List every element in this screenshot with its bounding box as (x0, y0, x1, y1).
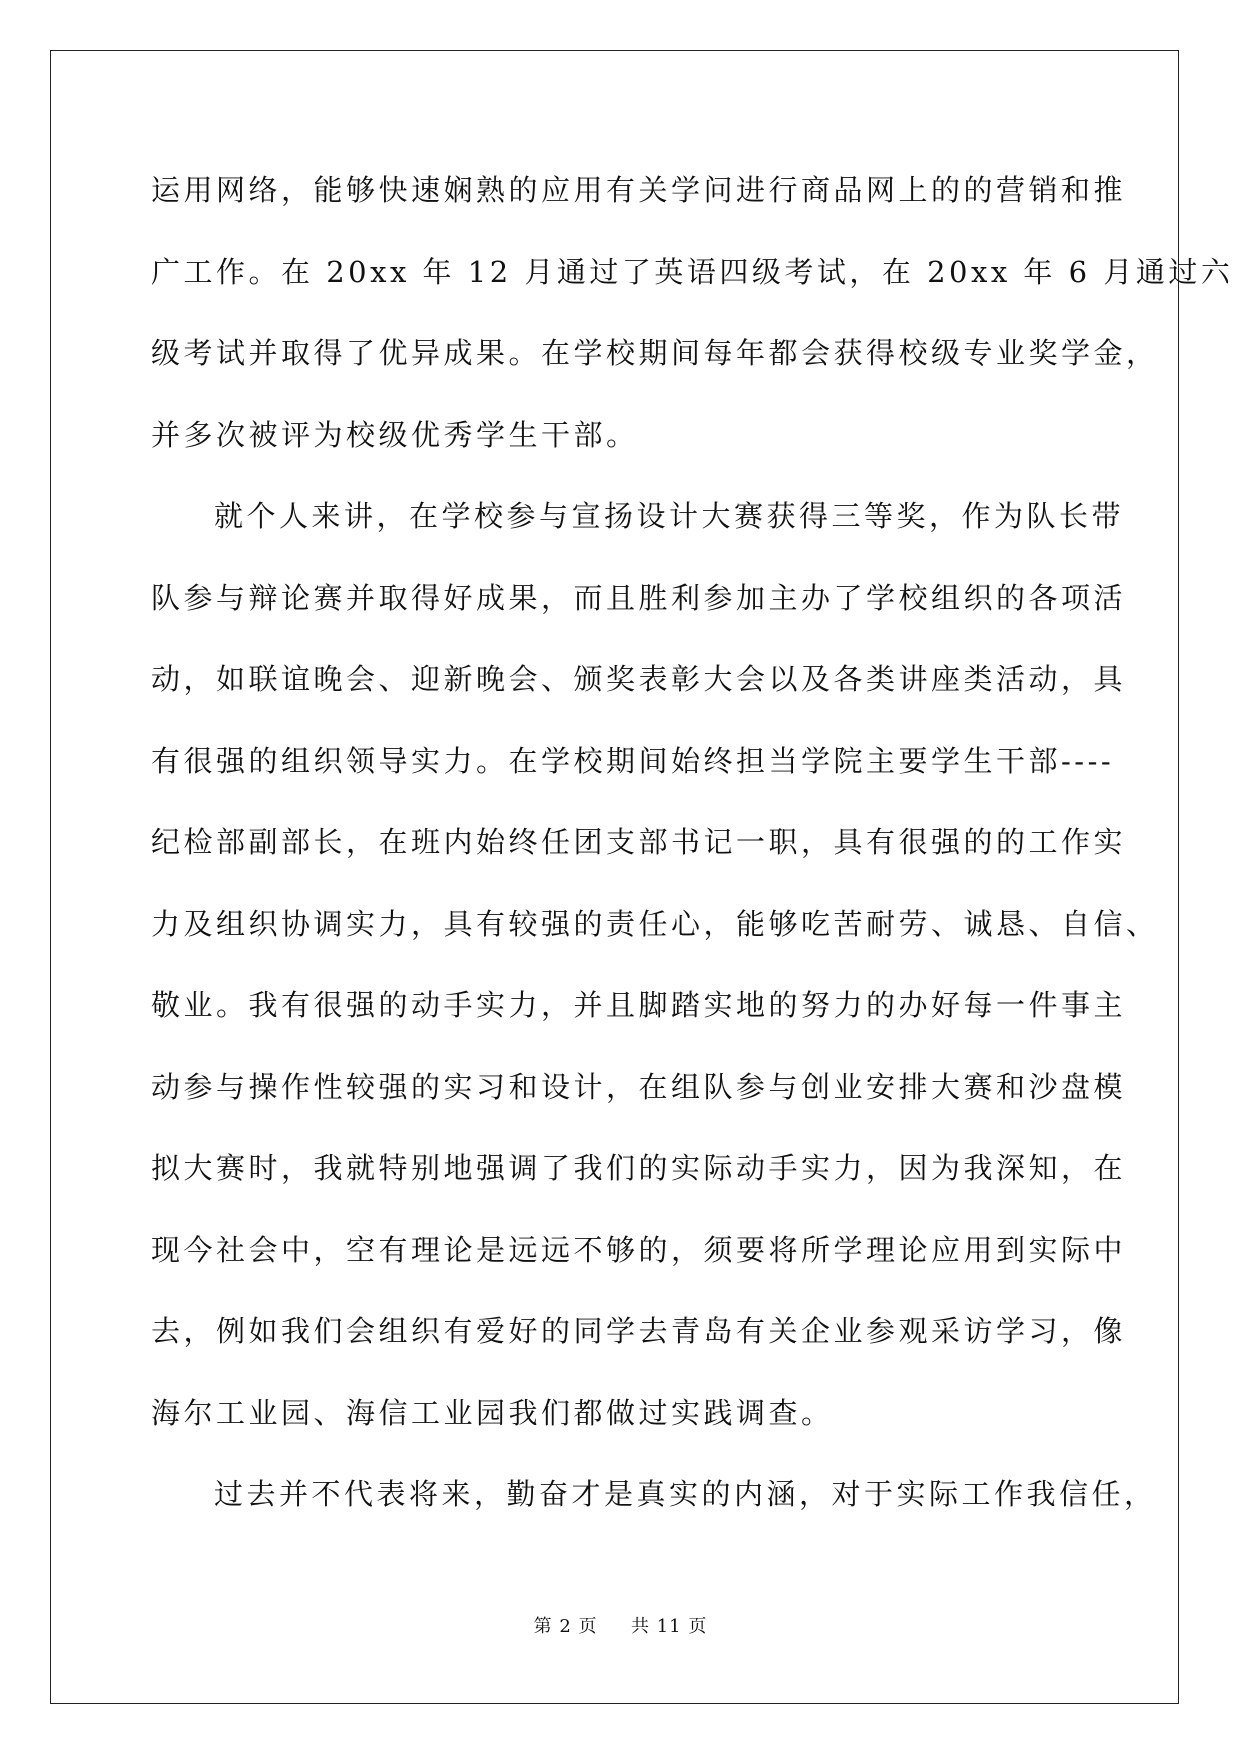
paragraph-start-line: 就个人来讲，在学校参与宣扬设计大赛获得三等奖，作为队长带 (214, 499, 1125, 533)
text-line: 敬业。我有很强的动手实力，并且脚踏实地的努力的办好每一件事主 (151, 988, 1127, 1022)
text-line: 有很强的组织领导实力。在学校期间始终担当学院主要学生干部---- (151, 743, 1115, 778)
text-line: 纪检部副部长，在班内始终任团支部书记一职，具有很强的的工作实 (151, 825, 1127, 859)
text-line: 并多次被评为校级优秀学生干部。 (151, 417, 639, 452)
document-body (151, 160, 1234, 1546)
text-line: 现今社会中，空有理论是远远不够的，须要将所学理论应用到实际中 (151, 1232, 1127, 1267)
text-line: 去，例如我们会组织有爱好的同学去青岛有关企业参观采访学习，像 (151, 1314, 1127, 1348)
text-line: 力及组织协调实力，具有较强的责任心，能够吃苦耐劳、诚恳、自信、 (151, 906, 1159, 941)
text-line: 动参与操作性较强的实习和设计，在组队参与创业安排大赛和沙盘模 (151, 1069, 1127, 1104)
page-total: 共 11 页 (631, 1616, 708, 1637)
page-number: 第 2 页 (533, 1616, 598, 1637)
text-line: 海尔工业园、海信工业园我们都做过实践调查。 (151, 1395, 834, 1430)
text-line: 广工作。在 20xx 年 12 月通过了英语四级考试，在 20xx 年 6 月通过六 (151, 254, 1234, 289)
text-line: 级考试并取得了优异成果。在学校期间每年都会获得校级专业奖学金， (151, 336, 1159, 370)
paragraph-start-line: 过去并不代表将来，勤奋才是真实的内涵，对于实际工作我信任， (214, 1477, 1157, 1511)
text-line: 拟大赛时，我就特别地强调了我们的实际动手实力，因为我深知，在 (151, 1151, 1127, 1185)
text-line: 运用网络，能够快速娴熟的应用有关学问进行商品网上的的营销和推 (151, 173, 1127, 207)
page-footer (0, 1612, 1241, 1638)
text-line: 队参与辩论赛并取得好成果，而且胜利参加主办了学校组织的各项活 (151, 580, 1127, 615)
text-line: 动，如联谊晚会、迎新晚会、颁奖表彰大会以及各类讲座类活动，具 (151, 662, 1127, 696)
